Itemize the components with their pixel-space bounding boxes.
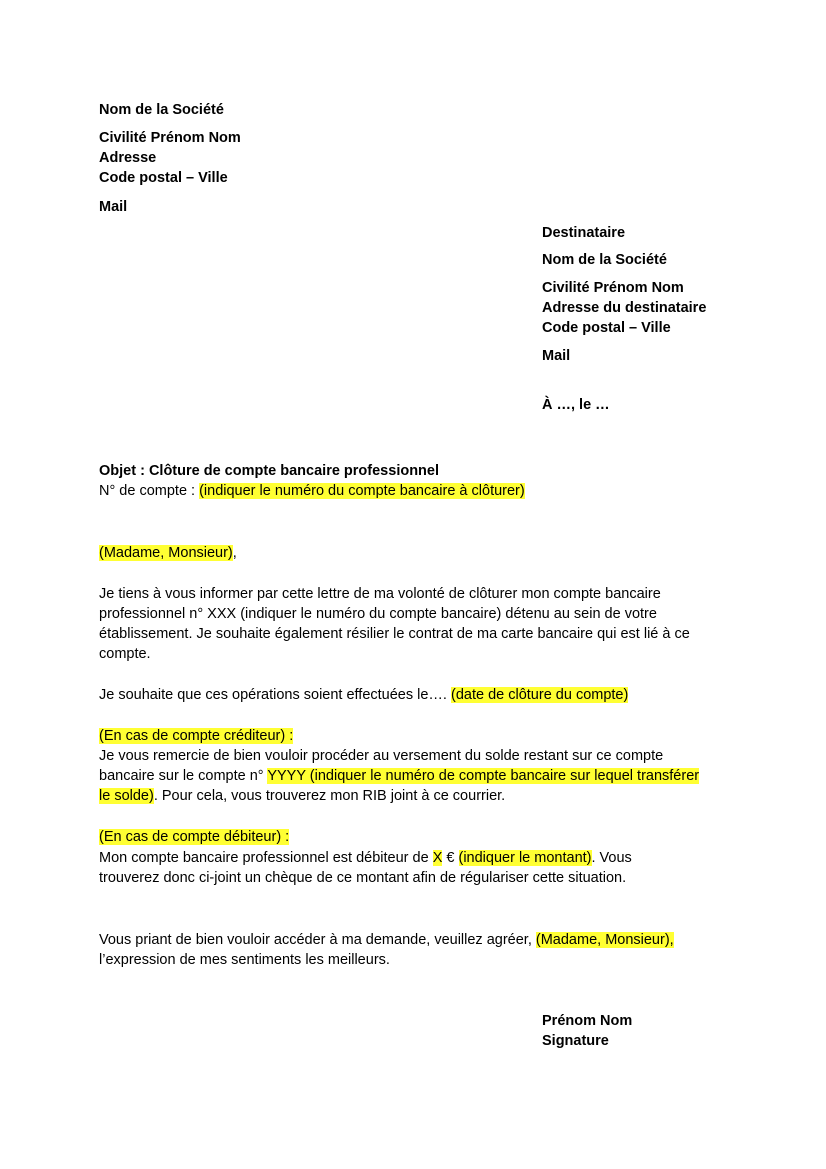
creditor-heading-text: (En cas de compte créditeur) : xyxy=(99,728,294,744)
amount-placeholder: X xyxy=(432,850,443,866)
salutation xyxy=(99,543,237,563)
paragraph1-line: Je tiens à vous informer par cette lettre de ma volonté de clôturer mon compte bancaire xyxy=(99,586,661,602)
closing-salutation-placeholder: (Madame, Monsieur), xyxy=(535,932,674,948)
closing-date-placeholder: (date de clôture du compte) xyxy=(451,687,629,703)
recipient-mail: Mail xyxy=(542,348,571,364)
sender-mail: Mail xyxy=(99,199,128,215)
debtor-heading-text: (En cas de compte débiteur) : xyxy=(99,829,290,845)
creditor-line xyxy=(99,766,699,786)
debtor-line1-suffix: . Vous xyxy=(591,850,632,866)
closing-line1-prefix: Vous priant de bien vouloir accéder à ma demande, veuillez agréer, xyxy=(99,932,536,948)
place-date: À …, le … xyxy=(542,397,610,413)
creditor-account-placeholder: YYYY (indiquer le numéro de compte bancaire sur lequel transférer xyxy=(267,768,700,784)
creditor-balance-placeholder: le solde) xyxy=(99,788,154,804)
subject-line: Objet : Clôture de compte bancaire professionnel xyxy=(99,463,440,479)
salutation-placeholder: (Madame, Monsieur) xyxy=(99,545,233,561)
creditor-line2-prefix: bancaire sur le compte n° xyxy=(99,768,268,784)
paragraph1-line: professionnel n° XXX (indiquer le numéro du compte bancaire) détenu au sein de votre xyxy=(99,606,657,622)
sender-company: Nom de la Société xyxy=(99,102,224,118)
signature-name: Prénom Nom xyxy=(542,1013,633,1029)
account-placeholder: (indiquer le numéro du compte bancaire à clôturer) xyxy=(199,483,525,499)
recipient-postal-city: Code postal – Ville xyxy=(542,320,671,336)
paragraph2 xyxy=(99,685,628,705)
signature-label: Signature xyxy=(542,1033,609,1049)
sender-address: Adresse xyxy=(99,150,157,166)
salutation-suffix: , xyxy=(232,545,237,561)
closing-line xyxy=(99,930,674,950)
account-number-line xyxy=(99,481,525,501)
debtor-heading xyxy=(99,827,289,847)
creditor-heading xyxy=(99,726,293,746)
paragraph1-line: compte. xyxy=(99,646,151,662)
currency-symbol: € xyxy=(442,850,459,866)
sender-name: Civilité Prénom Nom xyxy=(99,130,241,146)
recipient-label: Destinataire xyxy=(542,225,626,241)
recipient-company: Nom de la Société xyxy=(542,252,667,268)
account-prefix: N° de compte : xyxy=(99,483,200,499)
debtor-line: trouverez donc ci-joint un chèque de ce montant afin de régulariser cette situation. xyxy=(99,870,627,886)
creditor-line: Je vous remercie de bien vouloir procéder au versement du solde restant sur ce compte xyxy=(99,748,664,764)
recipient-address: Adresse du destinataire xyxy=(542,300,707,316)
closing-line: l’expression de mes sentiments les meilleurs. xyxy=(99,952,390,968)
debtor-line1-prefix: Mon compte bancaire professionnel est débiteur de xyxy=(99,850,433,866)
paragraph1-line: établissement. Je souhaite également résilier le contrat de ma carte bancaire qui est lié à ce xyxy=(99,626,690,642)
recipient-name: Civilité Prénom Nom xyxy=(542,280,684,296)
creditor-line3-suffix: . Pour cela, vous trouverez mon RIB joint à ce courrier. xyxy=(153,788,506,804)
paragraph2-prefix: Je souhaite que ces opérations soient effectuées le…. xyxy=(99,687,451,703)
creditor-line xyxy=(99,786,505,806)
amount-hint: (indiquer le montant) xyxy=(458,850,592,866)
sender-postal-city: Code postal – Ville xyxy=(99,170,228,186)
debtor-line xyxy=(99,848,632,868)
